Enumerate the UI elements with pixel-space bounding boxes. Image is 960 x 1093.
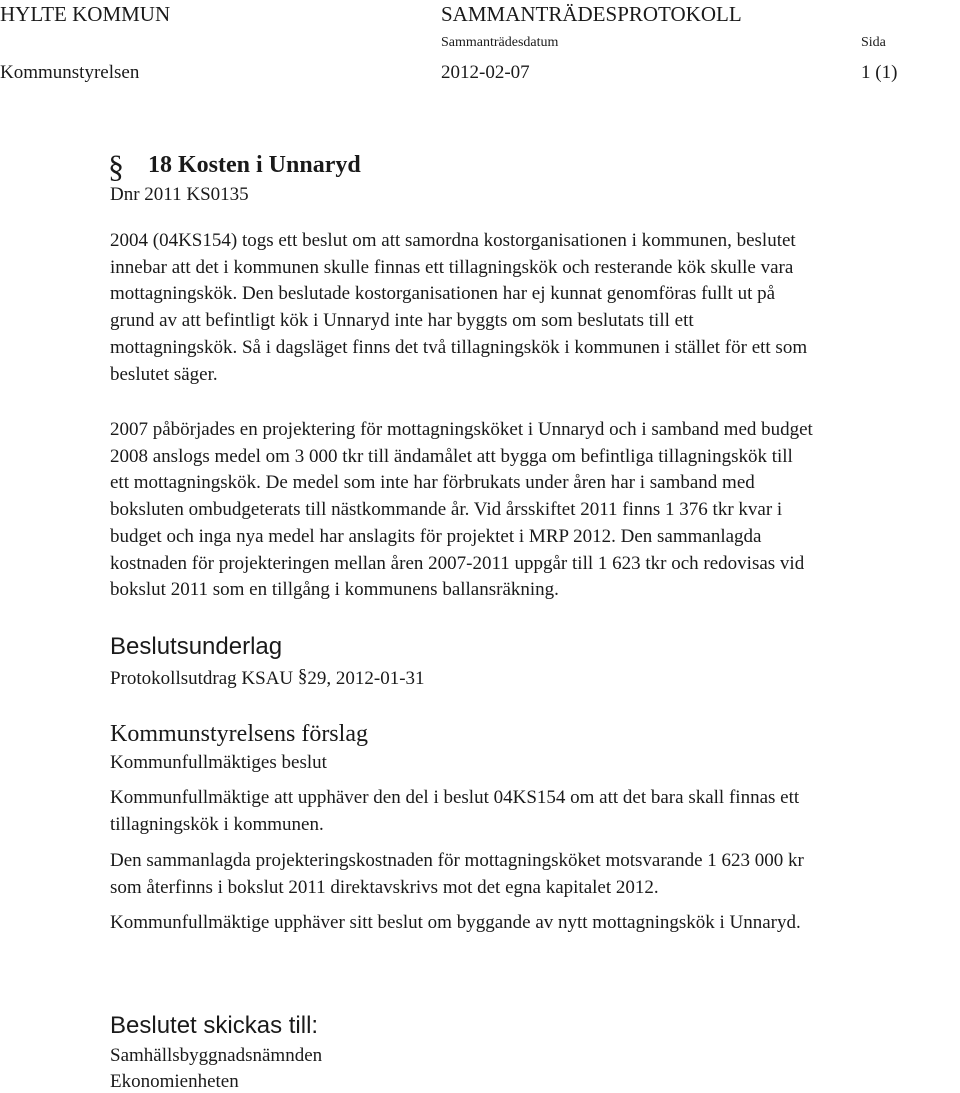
paragraph-line: ett mottagningskök. De medel som inte har förbrukats under åren har i samband med (110, 472, 755, 494)
decision-2 (110, 848, 960, 901)
paragraph-project (110, 417, 960, 604)
paragraph-line: budget och inga nya medel har anslagits för projektet i MRP 2012. Den sammanlagda (110, 525, 762, 547)
recipients-heading: Beslutet skickas till: (110, 1012, 319, 1039)
paragraph-line: grund av att befintligt kök i Unnaryd inte har byggts om som beslutats till ett (110, 310, 694, 332)
beslutsunderlag-heading: Beslutsunderlag (110, 633, 283, 660)
recipient-item: Samhällsbyggnadsnämnden (110, 1045, 323, 1066)
page-label: Sida (861, 35, 886, 50)
case-number: Dnr 2011 KS0135 (110, 184, 249, 205)
decision-line: Den sammanlagda projekteringskostnaden för mottagningsköket motsvarande 1 623 000 kr (110, 850, 804, 871)
decision-1 (110, 785, 960, 838)
paragraph-background (110, 228, 960, 388)
paragraph-line: 2007 påbörjades en projektering för mottagningsköket i Unnaryd och i samband med budget (110, 419, 813, 440)
paragraph-line: mottagningskök. Så i dagsläget finns det två tillagningskök i kommunen i stället för ett som (110, 336, 808, 358)
date-label: Sammanträdesdatum (441, 35, 559, 50)
paragraph-line: mottagningskök. Den beslutade kostorganisationen har ej kunnat genomföras fullt ut på (110, 283, 776, 305)
decision-3: Kommunfullmäktige upphäver sitt beslut om byggande av nytt mottagningskök i Unnaryd. (110, 912, 801, 933)
decision-subheading: Kommunfullmäktiges beslut (110, 752, 327, 773)
paragraph-line: innebar att det i kommunen skulle finnas ett tillagningskök och resterande kök skulle vara (110, 256, 794, 278)
section-sign-small: § (297, 666, 308, 687)
recipient-item: Ekonomienheten (110, 1071, 239, 1092)
committee-name: Kommunstyrelsen (0, 62, 140, 83)
document-type: SAMMANTRÄDESPROTOKOLL (441, 2, 742, 26)
paragraph-line: boksluten ombudgeterats till nästkommande år. Vid årsskiftet 2011 finns 1 376 tkr kvar i (110, 499, 783, 521)
beslutsunderlag-item (110, 668, 425, 690)
forslag-heading: Kommunstyrelsens förslag (110, 721, 368, 747)
org-name: HYLTE KOMMUN (0, 2, 171, 26)
paragraph-line: 2008 anslogs medel om 3 000 tkr till ändamålet att bygga om befintliga tillagningskök till (110, 445, 793, 467)
decision-line: Kommunfullmäktige att upphäver den del i beslut 04KS154 om att det bara skall finnas ett (110, 787, 800, 808)
decision-line: tillagningskök i kommunen. (110, 813, 324, 835)
section-title: 18 Kosten i Unnaryd (148, 152, 361, 178)
item-prefix: Protokollsutdrag KSAU (110, 668, 298, 689)
item-suffix: 29, 2012-01-31 (307, 668, 425, 689)
paragraph-line: beslutet säger. (110, 363, 218, 385)
paragraph-line: 2004 (04KS154) togs ett beslut om att samordna kostorganisationen i kommunen, beslutet (110, 230, 796, 251)
page-number: 1 (1) (861, 62, 898, 83)
decision-line: som återfinns i bokslut 2011 direktavskrivs mot det egna kapitalet 2012. (110, 876, 659, 898)
paragraph-line: kostnaden för projekteringen mellan åren 2007-2011 uppgår till 1 623 tkr och redovisas vid (110, 552, 805, 574)
section-sign: § (108, 148, 124, 184)
meeting-date: 2012-02-07 (441, 62, 530, 83)
paragraph-line: bokslut 2011 som en tillgång i kommunens ballansräkning. (110, 579, 559, 601)
